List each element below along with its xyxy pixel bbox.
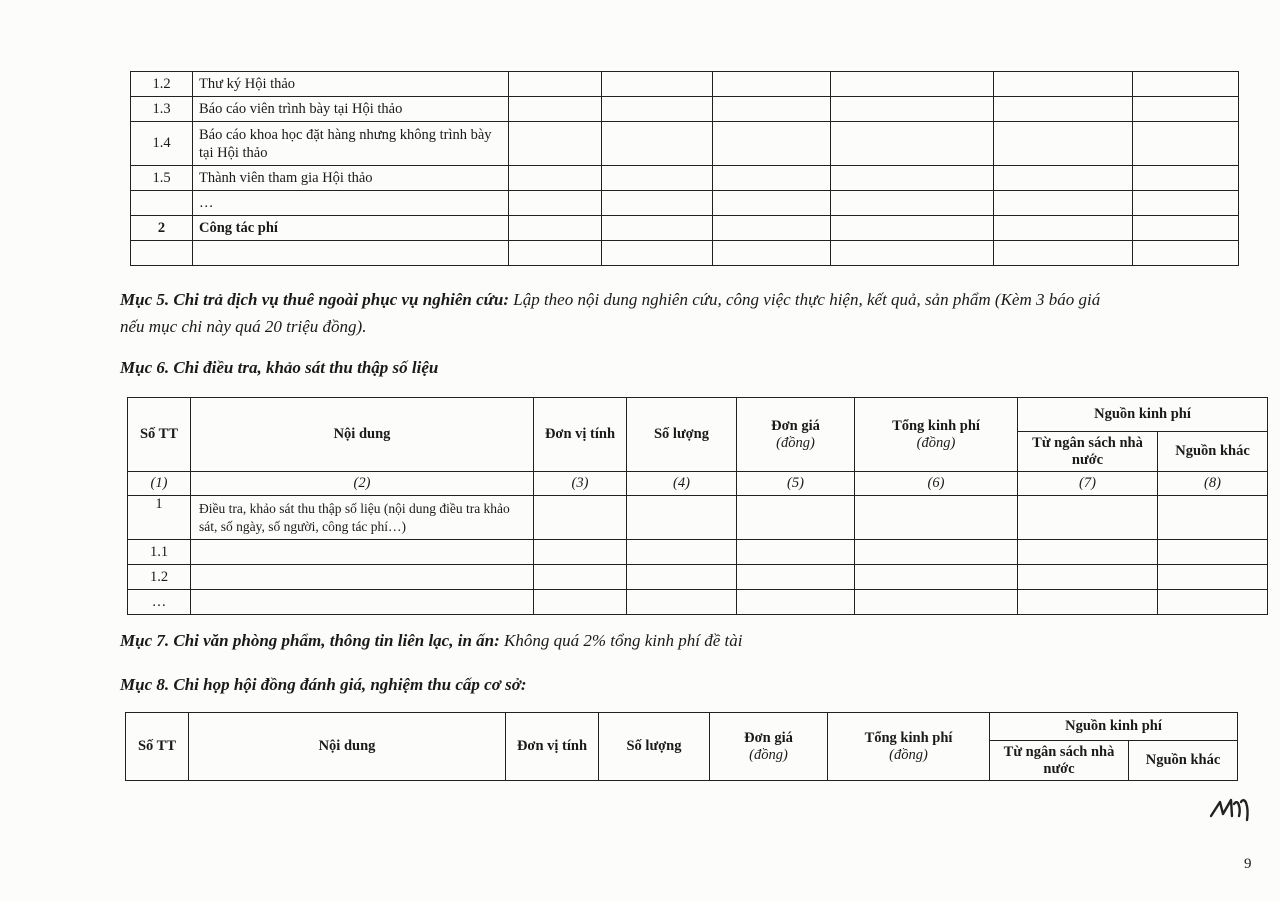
signature-mark <box>1208 790 1256 826</box>
empty-cell <box>509 166 602 191</box>
empty-cell <box>1018 496 1158 540</box>
row-content <box>191 590 534 615</box>
page-number: 9 <box>1244 856 1252 872</box>
header-dongia: Đơn giá (đồng) <box>737 398 855 472</box>
empty-cell <box>1133 122 1239 166</box>
empty-cell <box>1018 540 1158 565</box>
empty-cell <box>737 540 855 565</box>
empty-cell <box>602 191 713 216</box>
empty-cell <box>1158 496 1268 540</box>
table-row <box>131 166 1239 191</box>
empty-cell <box>1158 590 1268 615</box>
table-row <box>131 97 1239 122</box>
table-row <box>131 122 1239 166</box>
empty-cell <box>1018 590 1158 615</box>
table-row <box>131 191 1239 216</box>
empty-cell <box>534 590 627 615</box>
column-number: (2) <box>191 472 534 496</box>
empty-cell <box>855 540 1018 565</box>
header-stt: Số TT <box>128 398 191 472</box>
row-number: 1.1 <box>128 540 191 565</box>
empty-cell <box>602 241 713 266</box>
empty-cell <box>831 216 994 241</box>
empty-cell <box>602 72 713 97</box>
empty-cell <box>509 72 602 97</box>
empty-cell <box>713 122 831 166</box>
empty-cell <box>831 166 994 191</box>
empty-cell <box>994 97 1133 122</box>
empty-cell <box>534 540 627 565</box>
t8-header-soluong: Số lượng <box>599 713 710 781</box>
empty-cell <box>1133 72 1239 97</box>
t8-header-noidung: Nội dung <box>189 713 506 781</box>
empty-cell <box>713 97 831 122</box>
empty-cell <box>994 122 1133 166</box>
empty-cell <box>509 241 602 266</box>
column-number: (4) <box>627 472 737 496</box>
empty-cell <box>509 97 602 122</box>
row-number: 1.2 <box>131 72 193 97</box>
row-content <box>193 241 509 266</box>
t8-header-stt: Số TT <box>126 713 189 781</box>
empty-cell <box>855 496 1018 540</box>
t8-header-khac: Nguồn khác <box>1129 741 1238 781</box>
table-row <box>131 72 1239 97</box>
muc8-heading: Mục 8. Chi họp hội đồng đánh giá, nghiệm thu cấp cơ sở: <box>120 675 527 694</box>
empty-cell <box>627 540 737 565</box>
row-content <box>191 540 534 565</box>
row-content: Báo cáo khoa học đặt hàng nhưng không trình bày tại Hội thảo <box>193 122 509 166</box>
empty-cell <box>737 590 855 615</box>
empty-cell <box>831 191 994 216</box>
empty-cell <box>1133 191 1239 216</box>
empty-cell <box>994 166 1133 191</box>
empty-cell <box>994 191 1133 216</box>
empty-cell <box>1158 565 1268 590</box>
table-row <box>128 540 1268 565</box>
empty-cell <box>831 241 994 266</box>
empty-cell <box>737 565 855 590</box>
row-content: Thư ký Hội thảo <box>193 72 509 97</box>
column-number: (1) <box>128 472 191 496</box>
row-number: 2 <box>131 216 193 241</box>
empty-cell <box>509 216 602 241</box>
empty-cell <box>1018 565 1158 590</box>
muc5-heading <box>120 290 1100 310</box>
row-number: 1.4 <box>131 122 193 166</box>
muc7-label: Mục 7. Chi văn phòng phẩm, thông tin liên lạc, in ấn: <box>120 631 500 650</box>
empty-cell <box>713 191 831 216</box>
empty-cell <box>509 122 602 166</box>
header-soluong: Số lượng <box>627 398 737 472</box>
row-number: 1 <box>128 496 191 540</box>
header-tong: Tổng kinh phí (đồng) <box>855 398 1018 472</box>
muc8-table <box>125 712 1238 781</box>
empty-cell <box>1133 97 1239 122</box>
empty-cell <box>994 241 1133 266</box>
header-nsnn: Từ ngân sách nhà nước <box>1018 432 1158 472</box>
empty-cell <box>831 72 994 97</box>
empty-cell <box>994 216 1133 241</box>
t8-header-nsnn: Từ ngân sách nhà nước <box>990 741 1129 781</box>
muc5-text: Lập theo nội dung nghiên cứu, công việc thực hiện, kết quả, sản phẩm (Kèm 3 báo giá <box>508 290 1101 309</box>
column-number: (7) <box>1018 472 1158 496</box>
row-number: 1.5 <box>131 166 193 191</box>
row-number: … <box>128 590 191 615</box>
t8-header-dongia: Đơn giá (đồng) <box>710 713 828 781</box>
header-donvi: Đơn vị tính <box>534 398 627 472</box>
empty-cell <box>534 565 627 590</box>
empty-cell <box>627 565 737 590</box>
t8-header-tong: Tổng kinh phí (đồng) <box>828 713 990 781</box>
row-number: 1.3 <box>131 97 193 122</box>
empty-cell <box>627 496 737 540</box>
empty-cell <box>737 496 855 540</box>
row-number <box>131 191 193 216</box>
empty-cell <box>1158 540 1268 565</box>
column-number: (5) <box>737 472 855 496</box>
t8-header-nguon: Nguồn kinh phí <box>990 713 1238 741</box>
empty-cell <box>831 122 994 166</box>
row-content: Công tác phí <box>193 216 509 241</box>
empty-cell <box>602 122 713 166</box>
row-content: Điều tra, khảo sát thu thập số liệu (nội dung điều tra khảo sát, số ngày, số người, công tác phí…) <box>191 496 534 540</box>
table-row <box>128 590 1268 615</box>
muc7-heading <box>120 631 742 651</box>
row-content: Thành viên tham gia Hội thảo <box>193 166 509 191</box>
empty-cell <box>627 590 737 615</box>
muc5-text-cont: nếu mục chi này quá 20 triệu đồng). <box>120 317 367 336</box>
empty-cell <box>994 72 1133 97</box>
table-row <box>131 241 1239 266</box>
empty-cell <box>713 241 831 266</box>
header-nguon: Nguồn kinh phí <box>1018 398 1268 432</box>
empty-cell <box>1133 216 1239 241</box>
header-noidung: Nội dung <box>191 398 534 472</box>
row-number <box>131 241 193 266</box>
muc7-text: Không quá 2% tổng kinh phí đề tài <box>499 631 743 650</box>
column-number-row <box>128 472 1268 496</box>
column-number: (3) <box>534 472 627 496</box>
empty-cell <box>1133 166 1239 191</box>
empty-cell <box>509 191 602 216</box>
empty-cell <box>1133 241 1239 266</box>
table-row <box>128 496 1268 540</box>
header-khac: Nguồn khác <box>1158 432 1268 472</box>
empty-cell <box>713 72 831 97</box>
empty-cell <box>855 590 1018 615</box>
column-number: (6) <box>855 472 1018 496</box>
muc6-heading: Mục 6. Chi điều tra, khảo sát thu thập số liệu <box>120 358 439 377</box>
row-content <box>191 565 534 590</box>
t8-header-donvi: Đơn vị tính <box>506 713 599 781</box>
empty-cell <box>713 216 831 241</box>
muc6-table <box>127 397 1268 615</box>
muc5-label: Mục 5. Chi trả dịch vụ thuê ngoài phục vụ nghiên cứu: <box>120 290 509 309</box>
empty-cell <box>602 97 713 122</box>
budget-table-continued <box>130 71 1239 266</box>
empty-cell <box>602 166 713 191</box>
empty-cell <box>534 496 627 540</box>
row-content: Báo cáo viên trình bày tại Hội thảo <box>193 97 509 122</box>
empty-cell <box>602 216 713 241</box>
column-number: (8) <box>1158 472 1268 496</box>
row-content: … <box>193 191 509 216</box>
row-number: 1.2 <box>128 565 191 590</box>
empty-cell <box>831 97 994 122</box>
empty-cell <box>855 565 1018 590</box>
empty-cell <box>713 166 831 191</box>
table-row <box>128 565 1268 590</box>
table-row <box>131 216 1239 241</box>
